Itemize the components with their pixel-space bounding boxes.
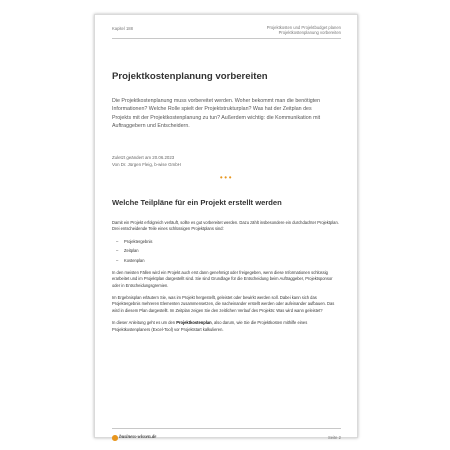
list-item: – Zeitplan: [112, 248, 340, 254]
plan-list: [112, 239, 340, 264]
paragraph-1: Damit ein Projekt erfolgreich verläuft, sollte es gut vorbereitet werden. Dazu zählt insbesondere ein durchdachter Projektplan. Drei entscheidende Teile eines schlüssigen Projektplans sind:: [112, 220, 339, 232]
header-breadcrumb: [267, 25, 341, 36]
document-page: [94, 14, 358, 441]
paragraph-4-end: , also darum, wie Sie die Projektkosten mithilfe eines Projektkostenplaners (Excel-Tool) vor Projektstart kalkulieren.: [112, 320, 308, 332]
paragraph-2: In den meisten Fällen wird ein Projekt auch erst dann genehmigt oder freigegeben, wenn diese Informationen schlüssig erarbeitet und im Projektplan dargestellt sind. Sie sind Grundlage für die Entscheidung beim Auftraggeber, Projektsponsor oder in Entscheidungsgremien.: [112, 270, 333, 288]
page-number: Seite 2: [327, 435, 341, 440]
brand-name: business-wissen.de: [119, 435, 157, 441]
header-chapter: Kapitel 188: [112, 26, 133, 31]
header-divider: [112, 38, 341, 39]
body-text: [112, 220, 340, 339]
paragraph-4: [112, 320, 340, 333]
intro-text: Die Projektkostenplanung muss vorbereitet werden. Woher bekommt man die benötigten Informationen? Welche Rolle spielt der Projektstrukturplan? Was hat der Zeitplan des Projekts mit der Projektkostenplanung zu tun? Außerdem wichtig: die Kommunikation mit Auftraggebern und Entscheidern.: [112, 98, 321, 130]
section-heading: Welche Teilpläne für ein Projekt erstellt werden: [112, 198, 282, 207]
article-meta: [112, 154, 181, 168]
updated-date: Zuletzt geändert am 20.06.2023: [112, 155, 175, 160]
list-item: – Kostenplan: [112, 258, 340, 264]
page-title: Projektkostenplanung vorbereiten: [112, 71, 268, 82]
paragraph-3: Im Ergebnisplan erläutern Sie, was im Projekt hergestellt, geleistet oder bewirkt werden soll. Dabei kann sich das Projektergebnis mehreren Elementen zusammensetzen, die nacheinander erstellt werden oder aufeinander aufbauen. Das wird in diesem Plan dargestellt. Im Zeitplan zeigen Sie den zeitlichen Verlauf des Projekts: Was wird wann geleistet?: [112, 295, 335, 313]
paragraph-4-start: In dieser Anleitung geht es um den: [112, 320, 177, 326]
header-line-1: Projektkosten und Projektbudget planen: [266, 25, 341, 30]
brand-logo: [112, 435, 156, 441]
footer-divider: [112, 428, 341, 429]
paragraph-4-bold: Projektkostenplan: [176, 320, 212, 326]
list-item: – Projektergebnis: [112, 239, 340, 245]
header-line-2: Projektkostenplanung vorbereiten: [278, 30, 341, 36]
author-line: Von Dr. Jürgen Fleig, b-wise GmbH: [112, 162, 181, 167]
section-separator: •••: [219, 173, 234, 182]
brand-dot-icon: [112, 435, 118, 441]
